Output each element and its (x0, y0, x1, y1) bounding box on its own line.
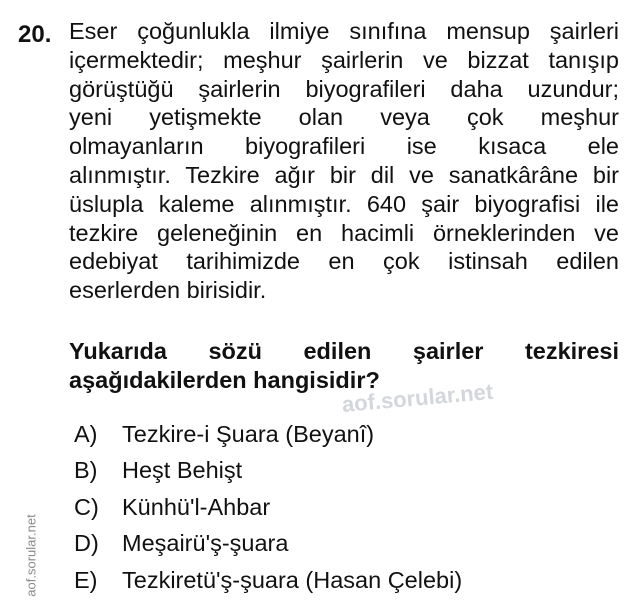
option-c[interactable] (74, 489, 462, 526)
option-letter: C) (74, 493, 99, 520)
stem-line: alınmıştır. Tezkire ağır bir dil ve sanatkârâne bir (69, 161, 619, 188)
option-d[interactable] (74, 526, 462, 563)
prompt-line: Yukarıda sözü edilen şairler tezkiresi (69, 338, 619, 364)
side-watermark: aof.sorular.net (23, 514, 39, 597)
watermark: aof.sorular.net (340, 378, 495, 417)
option-letter: A) (74, 420, 98, 447)
option-text: Heşt Behişt (122, 457, 243, 484)
question-prompt (69, 337, 619, 395)
option-letter: E) (74, 566, 98, 593)
stem-line: içermektedir; meşhur şairlerin ve bizzat tanışıp (69, 46, 619, 73)
option-e[interactable] (74, 562, 462, 599)
stem-line: olmayanların biyografileri ise kısaca ele (69, 133, 619, 160)
option-text: Tezkire-i Şuara (Beyanî) (122, 420, 375, 447)
answer-options (74, 416, 462, 599)
stem-line: üslupla kaleme alınmıştır. 640 şair biyografisi ile (69, 190, 619, 217)
stem-line: yeni yetişmekte olan veya çok meşhur (69, 104, 619, 131)
stem-line: tezkire geleneğinin en hacimli örneklerinden ve (69, 219, 619, 246)
stem-line: Eser çoğunlukla ilmiye sınıfına mensup şairleri (69, 18, 619, 44)
option-text: Meşairü'ş-şuara (122, 530, 289, 557)
stem-line: eserlerden birisidir. (69, 277, 267, 304)
question-number: 20. (18, 21, 52, 48)
option-text: Tezkiretü'ş-şuara (Hasan Çelebi) (122, 566, 463, 593)
stem-line: görüştüğü şairlerin biyografileri daha uzundur; (69, 75, 619, 102)
option-text: Künhü'l-Ahbar (122, 493, 271, 520)
question-stem (69, 17, 619, 305)
option-b[interactable] (74, 453, 462, 490)
prompt-line: aşağıdakilerden hangisidir? (69, 367, 380, 393)
option-letter: B) (74, 457, 98, 484)
option-a[interactable] (74, 416, 462, 453)
option-letter: D) (74, 530, 99, 557)
stem-line: edebiyat tarihimizde en çok istinsah edilen (69, 248, 619, 275)
